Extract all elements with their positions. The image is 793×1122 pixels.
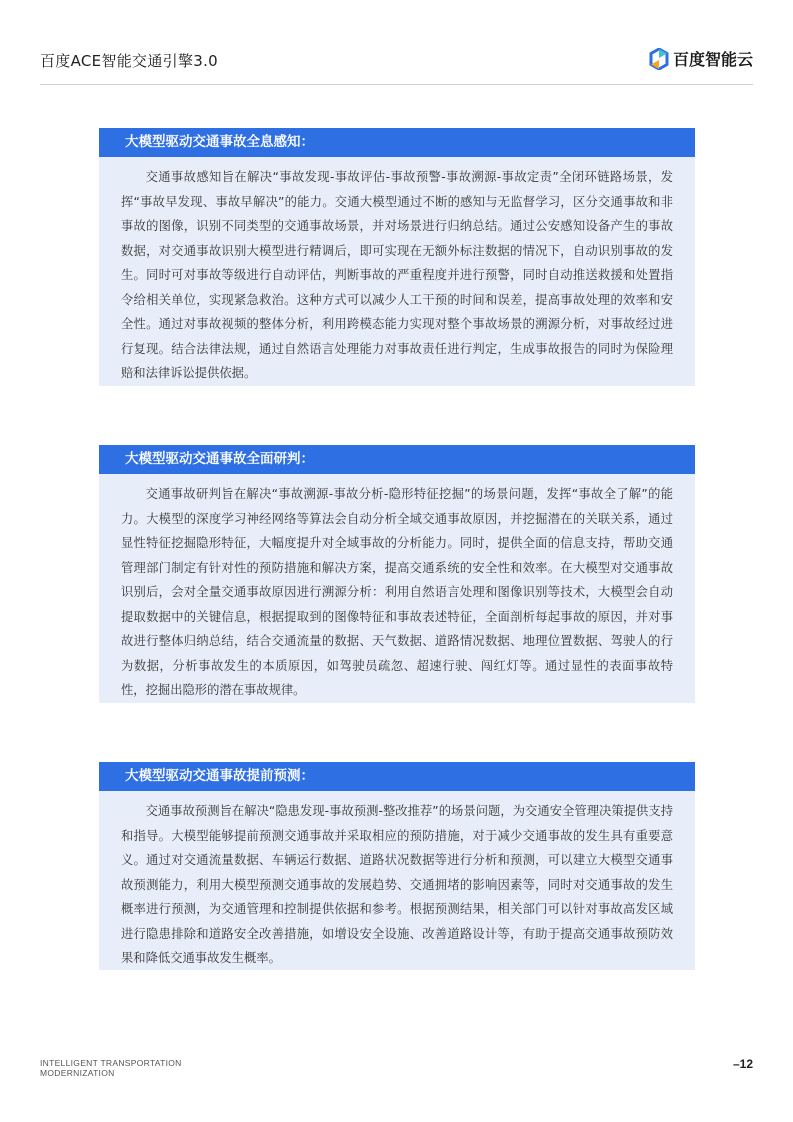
- section-advance-prediction: [99, 762, 695, 970]
- footer-tagline-line2: MODERNIZATION: [40, 1068, 115, 1078]
- section-title: 大模型驱动交通事故提前预测：: [99, 762, 695, 791]
- brand-name: 百度智能云: [672, 50, 753, 69]
- section-body: 交通事故预测旨在解决“隐患发现-事故预测-整改推荐”的场景问题，为交通安全管理决策提供支持和指导。大模型能够提前预测交通事故并采取相应的预防措施，对于减少交通事故的发生具有重要意义。通过对交通流量数据、车辆运行数据、道路状况数据等进行分析和预测，可以建立大模型交通事故预测能力，利用大模型预测交通事故的发展趋势、交通拥堵的影响因素等，同时对交通事故的发生概率进行预测，为交通管理和控制提供依据和参考。根据预测结果，相关部门可以针对事故高发区域进行隐患排除和道路安全改善措施，如增设安全设施、改善道路设计等，有助于提高交通事故预防效果和降低交通事故发生概率。: [121, 804, 673, 965]
- section-title: 大模型驱动交通事故全息感知：: [99, 128, 695, 157]
- section-title: 大模型驱动交通事故全面研判：: [99, 445, 695, 474]
- brand: [649, 47, 753, 70]
- section-comprehensive-analysis: [99, 445, 695, 703]
- page-number: –12: [732, 1057, 753, 1071]
- footer-tagline: [40, 1058, 182, 1078]
- section-body: 交通事故研判旨在解决“事故溯源-事故分析-隐形特征挖掘”的场景问题，发挥“事故全了解”的能力。大模型的深度学习神经网络等算法会自动分析全域交通事故原因，并挖掘潜在的关联关系，通过显性特征挖掘隐形特征，大幅度提升对全域事故的分析能力。同时，提供全面的信息支持，帮助交通管理部门制定有针对性的预防措施和解决方案，提高交通系统的安全性和效率。在大模型对交通事故识别后，会对全量交通事故原因进行溯源分析：利用自然语言处理和图像识别等技术，大模型会自动提取数据中的关键信息，根据提取到的图像特征和事故表述特征，全面剖析每起事故的原因，并对事故进行整体归纳总结，结合交通流量的数据、天气数据、道路情况数据、地理位置数据、驾驶人的行为数据，分析事故发生的本质原因，如驾驶员疏忽、超速行驶、闯红灯等。通过显性的表面事故特性，挖掘出隐形的潜在事故规律。: [121, 487, 673, 697]
- baidu-cloud-logo-icon: [649, 48, 669, 70]
- page-header: [40, 46, 753, 86]
- section-body: 交通事故感知旨在解决“事故发现-事故评估-事故预警-事故溯源-事故定责”全闭环链路场景，发挥“事故早发现、事故早解决”的能力。交通大模型通过不断的感知与无监督学习，区分交通事故和非事故的图像，识别不同类型的交通事故场景，并对场景进行归纳总结。通过公安感知设备产生的事故数据，对交通事故识别大模型进行精调后，即可实现在无额外标注数据的情况下，自动识别事故的发生。同时可对事故等级进行自动评估，判断事故的严重程度并进行预警，同时自动推送救援和处置指令给相关单位，实现紧急救治。这种方式可以减少人工干预的时间和误差，提高事故处理的效率和安全性。通过对事故视频的整体分析，利用跨模态能力实现对整个事故场景的溯源分析，对事故经过进行复现。结合法律法规，通过自然语言处理能力对事故责任进行判定，生成事故报告的同时为保险理赔和法律诉讼提供依据。: [121, 170, 673, 380]
- section-holographic-perception: [99, 128, 695, 386]
- document-title: 百度ACE智能交通引擎3.0: [40, 52, 219, 70]
- footer-tagline-line1: INTELLIGENT TRANSPORTATION: [40, 1058, 182, 1068]
- header-divider: [40, 84, 753, 85]
